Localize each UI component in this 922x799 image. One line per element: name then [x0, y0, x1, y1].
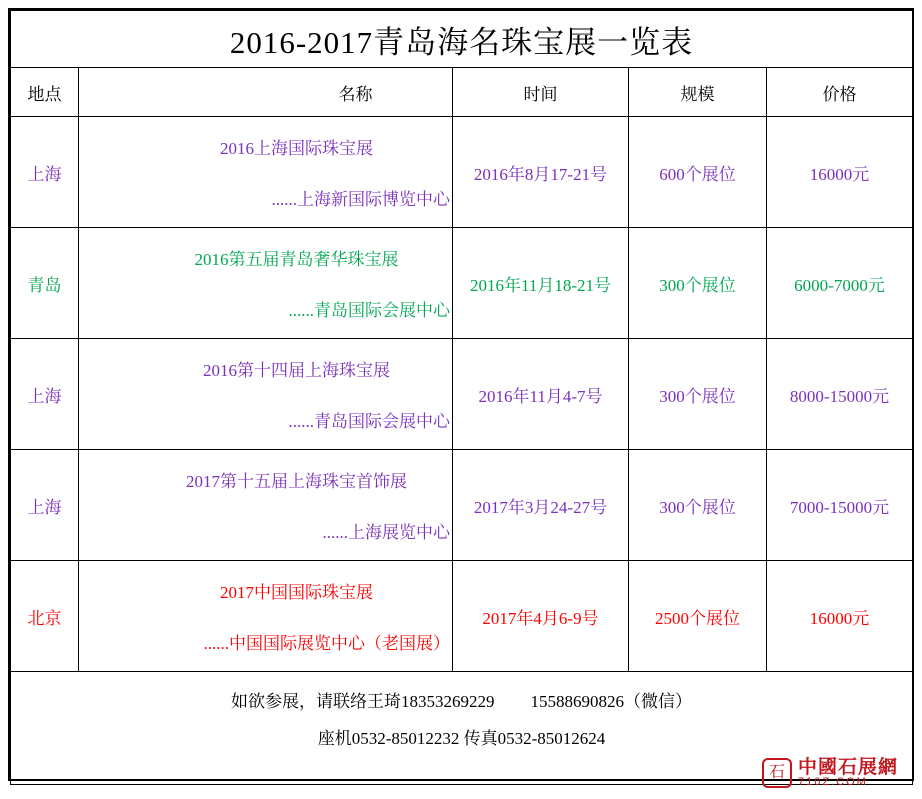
row-time: 2016年11月4-7号 — [453, 339, 629, 450]
stone-logo-icon: 石 — [762, 758, 792, 788]
row-time: 2017年3月24-27号 — [453, 450, 629, 561]
table-row — [11, 450, 913, 561]
row-scale: 300个展位 — [629, 450, 767, 561]
footer-inner — [11, 687, 912, 799]
row-name — [79, 561, 453, 672]
row-place: 北京 — [11, 561, 79, 672]
contact-footer — [11, 672, 913, 789]
table-row — [11, 117, 913, 228]
row-price: 7000-15000元 — [767, 450, 913, 561]
row-price: 6000-7000元 — [767, 228, 913, 339]
row-name-line1: 2016第十四届上海珠宝展 — [203, 361, 390, 380]
row-name-line2: ......青岛国际会展中心 — [288, 412, 450, 431]
logo-texts — [798, 758, 898, 789]
exhibition-table-container — [8, 8, 914, 789]
title-row — [11, 11, 913, 68]
row-time: 2017年4月6-9号 — [453, 561, 629, 672]
exhibition-table — [10, 10, 913, 789]
table-row — [11, 228, 913, 339]
row-price: 16000元 — [767, 117, 913, 228]
row-scale: 300个展位 — [629, 339, 767, 450]
header-price: 价格 — [767, 68, 913, 117]
footer-wechat: 15588690826（微信） — [530, 692, 693, 711]
row-name — [79, 450, 453, 561]
table-header-row — [11, 68, 913, 117]
row-name-line1: 2017第十五届上海珠宝首饰展 — [186, 472, 407, 491]
row-time: 2016年8月17-21号 — [453, 117, 629, 228]
header-name-label: 名称 — [338, 84, 373, 104]
row-place: 上海 — [11, 117, 79, 228]
header-scale: 规模 — [629, 68, 767, 117]
logo-site-name: 中國石展網 — [798, 756, 899, 778]
row-name-line1: 2016上海国际珠宝展 — [220, 139, 373, 158]
row-name-line2: ......上海新国际博览中心 — [271, 190, 450, 209]
row-name-line2: ......上海展览中心 — [322, 523, 450, 542]
footer-contact-line2: 座机0532-85012232 传真0532-85012624 — [317, 729, 606, 748]
row-scale: 2500个展位 — [629, 561, 767, 672]
row-name — [79, 228, 453, 339]
document-title-cell — [11, 11, 913, 68]
row-name-line2: ......中国国际展览中心（老国展） — [203, 634, 450, 653]
row-time: 2016年11月18-21号 — [453, 228, 629, 339]
row-name-line2: ......青岛国际会展中心 — [288, 301, 450, 320]
row-scale: 600个展位 — [629, 117, 767, 228]
row-name-line1: 2017中国国际珠宝展 — [220, 583, 373, 602]
row-place: 青岛 — [11, 228, 79, 339]
footer-contact-line1 — [11, 687, 912, 712]
page-title: 2016-2017青岛海名珠宝展一览表 — [229, 24, 694, 60]
row-name — [79, 117, 453, 228]
table-row — [11, 339, 913, 450]
row-place: 上海 — [11, 450, 79, 561]
logo-site-url: 710Z.COM — [798, 776, 868, 789]
row-name-line1: 2016第五届青岛奢华珠宝展 — [194, 250, 399, 269]
header-time: 时间 — [453, 68, 629, 117]
header-name — [79, 68, 453, 117]
row-price: 16000元 — [767, 561, 913, 672]
site-logo — [762, 758, 898, 789]
row-name — [79, 339, 453, 450]
header-place: 地点 — [11, 68, 79, 117]
footer-row — [11, 672, 913, 785]
row-place: 上海 — [11, 339, 79, 450]
footer-contact-person: 如欲参展，请联络王琦18353269229 — [231, 692, 495, 711]
row-scale: 300个展位 — [629, 228, 767, 339]
row-price: 8000-15000元 — [767, 339, 913, 450]
table-row — [11, 561, 913, 672]
